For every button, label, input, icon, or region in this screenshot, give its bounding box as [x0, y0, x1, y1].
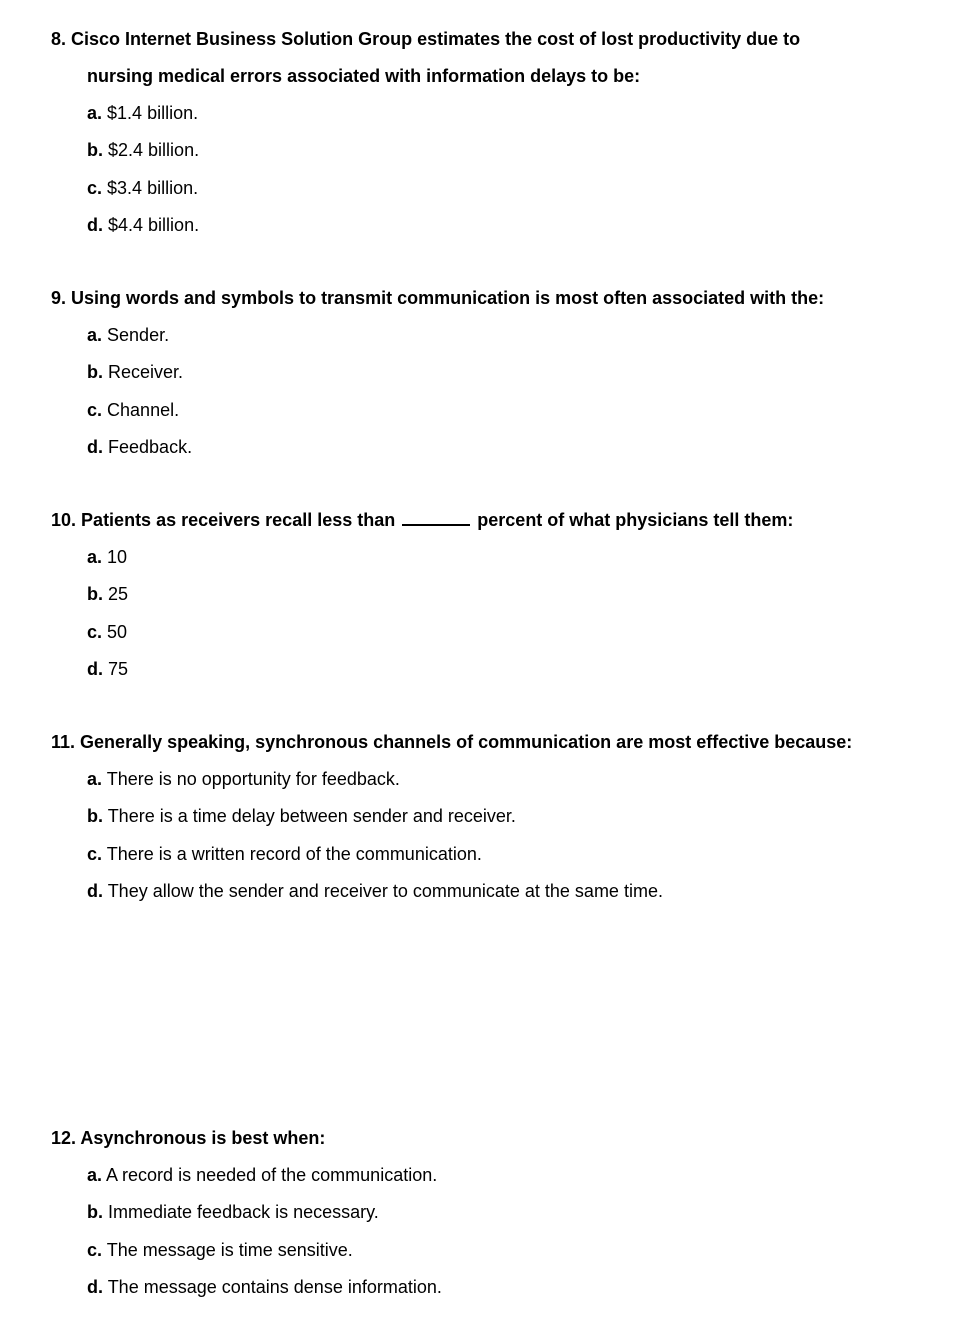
- answer-option-b: [87, 354, 941, 391]
- answer-option-d: [87, 429, 941, 466]
- answer-option-d: [87, 651, 941, 688]
- question-9: [51, 280, 941, 466]
- option-letter: d.: [87, 880, 103, 901]
- question-text: Using words and symbols to transmit communication is most often associated with the:: [71, 288, 825, 308]
- question-text-line-1: Cisco Internet Business Solution Group estimates the cost of lost productivity due to: [71, 29, 801, 49]
- answer-option-b: [87, 1194, 941, 1231]
- option-text: $1.4 billion.: [107, 103, 199, 123]
- answer-options: [51, 317, 941, 466]
- answer-options: [51, 539, 941, 688]
- question-stem: [51, 502, 941, 539]
- question-text: Asynchronous is best when:: [80, 1128, 326, 1148]
- answer-options: [51, 761, 941, 910]
- option-letter: c.: [87, 621, 103, 642]
- answer-option-a: [87, 539, 941, 576]
- option-text: Feedback.: [108, 436, 193, 457]
- question-stem: [51, 280, 941, 317]
- question-text: Generally speaking, synchronous channels of communication are most effective because:: [80, 732, 853, 752]
- option-text: 75: [108, 658, 129, 679]
- option-text: 50: [107, 621, 128, 642]
- option-letter: c.: [87, 177, 103, 198]
- answer-option-b: [87, 576, 941, 613]
- answer-options: [51, 1157, 941, 1306]
- question-11: [51, 724, 941, 910]
- question-text-line-2: nursing medical errors associated with information delays to be:: [87, 66, 641, 86]
- answer-option-a: [87, 1157, 941, 1194]
- question-10: [51, 502, 941, 688]
- option-text: 10: [107, 547, 128, 567]
- option-text: There is a written record of the communication.: [106, 843, 482, 864]
- option-text: Receiver.: [108, 362, 184, 383]
- answer-option-b: [87, 798, 941, 835]
- answer-option-d: [87, 873, 941, 910]
- answer-option-c: [87, 392, 941, 429]
- question-text-after-blank: percent of what physicians tell them:: [477, 510, 794, 530]
- option-letter: d.: [87, 436, 103, 457]
- question-12: [51, 1120, 941, 1306]
- answer-option-d: [87, 1269, 941, 1306]
- answer-options: [51, 95, 941, 244]
- question-number: 9.: [51, 288, 67, 308]
- option-text: The message is time sensitive.: [106, 1239, 353, 1260]
- question-stem: [51, 724, 941, 761]
- question-8: [51, 21, 941, 244]
- question-text-before-blank: Patients as receivers recall less than: [81, 510, 396, 530]
- fill-in-blank-line: [402, 510, 470, 526]
- option-letter: b.: [87, 584, 103, 605]
- question-number: 8.: [51, 29, 67, 49]
- option-text: There is a time delay between sender and receiver.: [107, 806, 516, 827]
- option-letter: b.: [87, 1202, 103, 1223]
- option-text: A record is needed of the communication.: [106, 1165, 438, 1185]
- option-text: Channel.: [107, 399, 180, 420]
- option-letter: a.: [87, 325, 103, 345]
- answer-option-b: [87, 132, 941, 169]
- question-number: 12.: [51, 1128, 77, 1148]
- answer-option-c: [87, 170, 941, 207]
- option-text: There is no opportunity for feedback.: [106, 769, 400, 789]
- answer-option-d: [87, 207, 941, 244]
- option-letter: a.: [87, 547, 103, 567]
- option-letter: b.: [87, 806, 103, 827]
- answer-option-a: [87, 95, 941, 132]
- option-letter: c.: [87, 843, 103, 864]
- answer-option-a: [87, 761, 941, 798]
- option-text: 25: [108, 584, 129, 605]
- option-text: They allow the sender and receiver to communicate at the same time.: [107, 880, 663, 901]
- question-number: 10.: [51, 510, 77, 530]
- option-letter: d.: [87, 1276, 103, 1297]
- answer-option-c: [87, 836, 941, 873]
- answer-option-a: [87, 317, 941, 354]
- option-letter: b.: [87, 362, 103, 383]
- option-text: $3.4 billion.: [107, 177, 199, 198]
- option-letter: c.: [87, 399, 103, 420]
- option-letter: c.: [87, 1239, 103, 1260]
- option-text: $2.4 billion.: [108, 140, 200, 161]
- option-text: The message contains dense information.: [107, 1276, 442, 1297]
- option-letter: a.: [87, 769, 103, 789]
- answer-option-c: [87, 1232, 941, 1269]
- option-letter: a.: [87, 1165, 103, 1185]
- question-stem: [51, 1120, 941, 1157]
- option-text: Immediate feedback is necessary.: [108, 1202, 379, 1223]
- question-number: 11.: [51, 732, 76, 752]
- option-letter: d.: [87, 214, 103, 235]
- question-stem: [51, 21, 941, 95]
- option-letter: b.: [87, 140, 103, 161]
- answer-option-c: [87, 614, 941, 651]
- option-text: Sender.: [107, 325, 170, 345]
- option-letter: d.: [87, 658, 103, 679]
- option-letter: a.: [87, 103, 103, 123]
- option-text: $4.4 billion.: [108, 214, 200, 235]
